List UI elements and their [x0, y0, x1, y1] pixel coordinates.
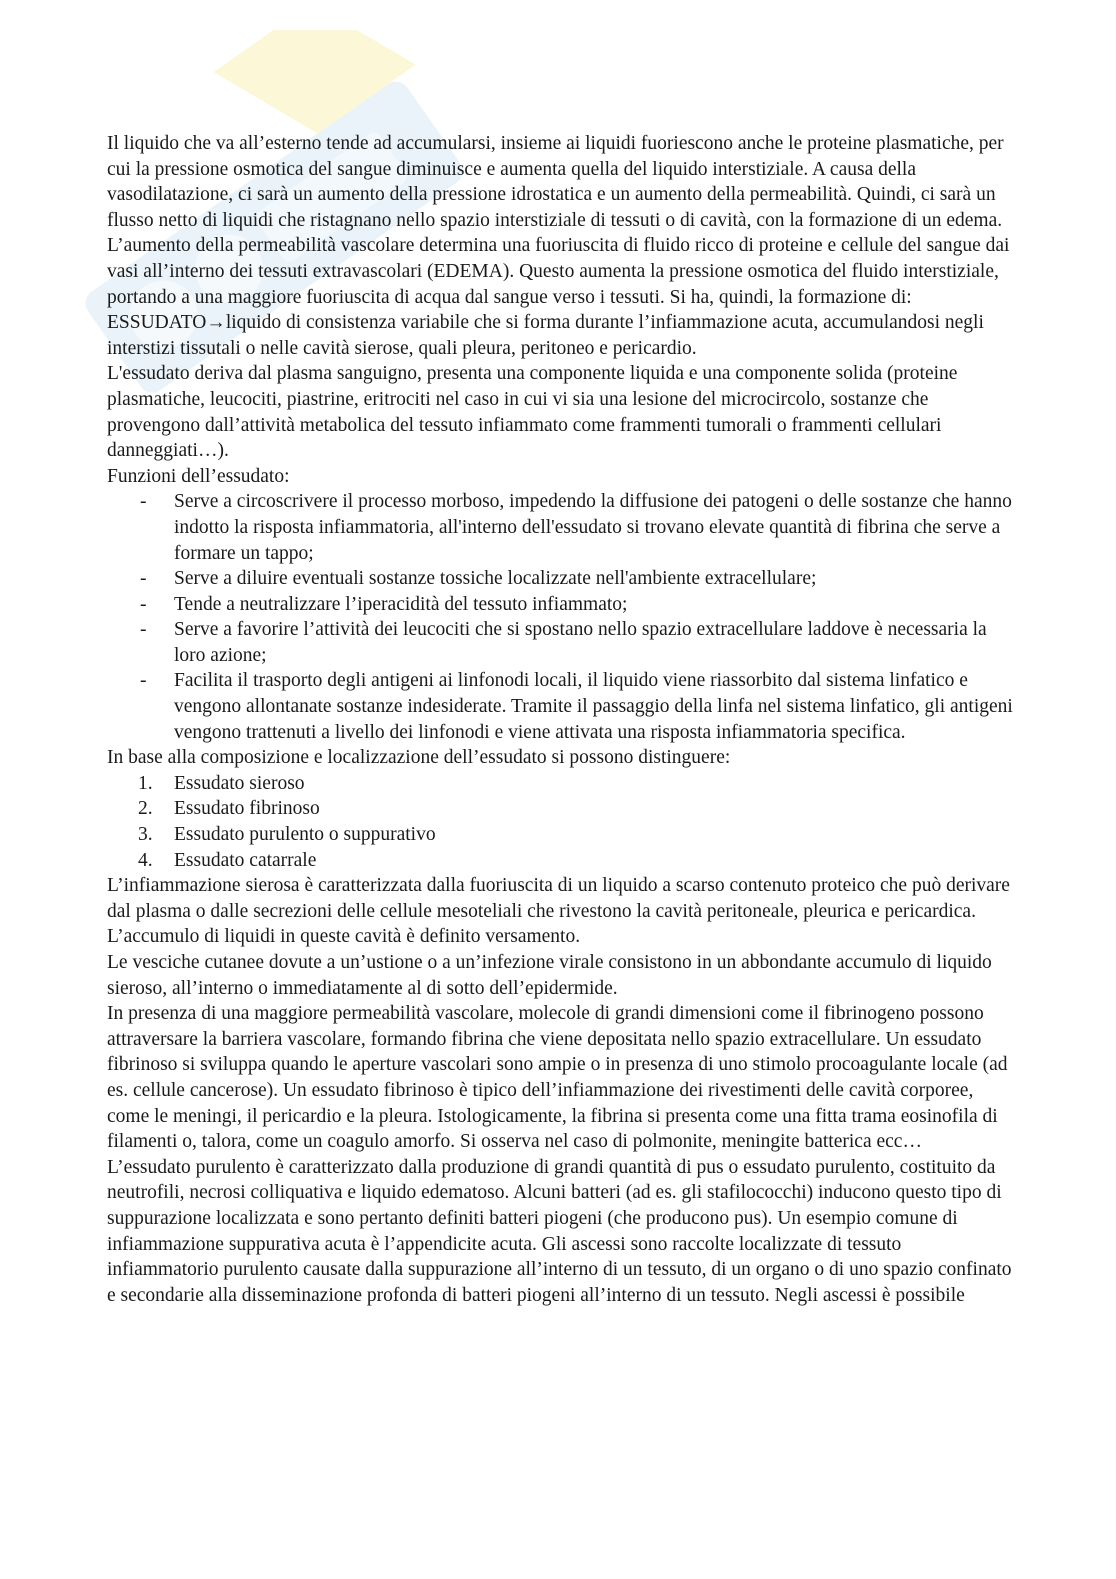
list-item: 3. Essudato purulento o suppurativo	[107, 822, 1017, 848]
paragraph: In presenza di una maggiore permeabilità vascolare, molecole di grandi dimensioni come il fibrinogeno possono attraversare la barriera vascolare, formando fibrina che viene depositata nello spazio extracellulare. Un essudato fibrinoso si sviluppa quando le aperture vascolari sono ampie o in presenza di uno stimolo procoagulante locale (ad es. cellule cancerose). Un essudato fibrinoso è tipico dell’infiammazione dei rivestimenti delle cavità corporee, come le meningi, il pericardio e la pleura. Istologicamente, la fibrina si presenta come una fitta trama eosinofila di filamenti o, talora, come un coagulo amorfo. Si osserva nel caso di polmonite, meningite batterica ecc…	[107, 1003, 1008, 1153]
dash-marker: -	[140, 670, 147, 692]
paragraph: L’aumento della permeabilità vascolare determina una fuoriuscita di fluido ricco di proteine e cellule del sangue dai vasi all’interno dei tessuti extravascolari (EDEMA). Questo aumenta la pressione osmotica del fluido interstiziale, portando a una maggiore fuoriuscita di acqua dal sangue verso i tessuti. Si ha, quindi, la formazione di:	[107, 235, 1010, 308]
list-number: 1.	[138, 772, 153, 794]
dash-marker: -	[140, 619, 147, 641]
paragraph: Il liquido che va all’esterno tende ad accumularsi, insieme ai liquidi fuoriescono anche le proteine plasmatiche, per cui la pressione osmotica del sangue diminuisce e aumenta quella del liquido interstiziale. A causa della vasodilatazione, ci sarà un aumento della pressione idrostatica e un aumento della permeabilità. Quindi, ci sarà un flusso netto di liquidi che ristagnano nello spazio interstiziale di tessuti o di cavità, con la formazione di un edema.	[107, 133, 1004, 231]
list-item: - Tende a neutralizzare l’iperacidità del tessuto infiammato;	[107, 592, 1017, 618]
types-intro: In base alla composizione e localizzazione dell’essudato si possono distinguere:	[107, 747, 731, 769]
list-item: - Serve a diluire eventuali sostanze tossiche localizzate nell'ambiente extracellulare;	[107, 566, 1017, 592]
list-item: - Facilita il trasporto degli antigeni ai linfonodi locali, il liquido viene riassorbito dal sistema linfatico e vengono allontanate sostanze indesiderate. Tramite il passaggio della linfa nel sistema linfatico, gli antigeni vengono trattenuti a livello dei linfonodi e viene attivata una risposta infiammatoria specifica.	[140, 670, 1013, 743]
dash-marker: -	[140, 593, 147, 615]
list-item: - Serve a circoscrivere il processo morboso, impedendo la diffusione dei patogeni o delle sostanze che hanno indotto la risposta infiammatoria, all'interno dell'essudato si trovano elevate quantità di fibrina che serve a formare un tappo;	[140, 491, 1012, 564]
list-item: 1. Essudato sieroso	[107, 771, 1017, 797]
paragraph: L'essudato deriva dal plasma sanguigno, presenta una componente liquida e una componente solida (proteine plasmatiche, leucociti, piastrine, eritrociti nel caso in cui vi sia una lesione del microcircolo, sostanze che provengono dall’attività metabolica del tessuto infiammato come frammenti tumorali o frammenti cellulari danneggiati…).	[107, 363, 958, 462]
list-number: 4.	[138, 849, 153, 871]
types-list	[107, 771, 1017, 873]
paragraph: Le vesciche cutanee dovute a un’ustione o a un’infezione virale consistono in un abbondante accumulo di liquido sieroso, all’interno o immediatamente al di sotto dell’epidermide.	[107, 952, 992, 999]
paragraph: L’infiammazione sierosa è caratterizzata dalla fuoriuscita di un liquido a scarso contenuto proteico che può derivare dal plasma o dalle secrezioni delle cellule mesoteliali che rivestono la cavità peritoneale, pleurica e pericardica. L’accumulo di liquidi in queste cavità è definito versamento.	[107, 875, 1010, 948]
functions-list	[107, 489, 1017, 745]
section-heading: Funzioni dell’essudato:	[107, 465, 290, 487]
dash-marker: -	[140, 491, 147, 513]
list-item: 2. Essudato fibrinoso	[107, 796, 1017, 822]
list-item: 4. Essudato catarrale	[107, 848, 1017, 874]
paragraph: ESSUDATO→liquido di consistenza variabile che si forma durante l’infiammazione acuta, accumulandosi negli interstizi tissutali o nelle cavità sierose, quali pleura, peritoneo e pericardio.	[107, 312, 984, 359]
list-item: - Serve a favorire l’attività dei leucociti che si spostano nello spazio extracellulare laddove è necessaria la loro azione;	[140, 619, 987, 666]
document-body	[107, 131, 1017, 1308]
paragraph: L’essudato purulento è caratterizzato dalla produzione di grandi quantità di pus o essudato purulento, costituito da neutrofili, necrosi colliquativa e liquido edematoso. Alcuni batteri (ad es. gli stafilococchi) inducono questo tipo di suppurazione localizzata e sono pertanto definiti batteri piogeni (che producono pus). Un esempio comune di infiammazione suppurativa acuta è l’appendicite acuta. Gli ascessi sono raccolte localizzate di tessuto infiammatorio purulento causate dalla suppurazione all’interno di un tessuto, di un organo o di uno spazio confinato e secondarie alla disseminazione profonda di batteri piogeni all’interno di un tessuto. Negli ascessi è possibile	[107, 1156, 1012, 1306]
list-number: 2.	[138, 798, 153, 820]
list-number: 3.	[138, 824, 153, 846]
dash-marker: -	[140, 568, 147, 590]
